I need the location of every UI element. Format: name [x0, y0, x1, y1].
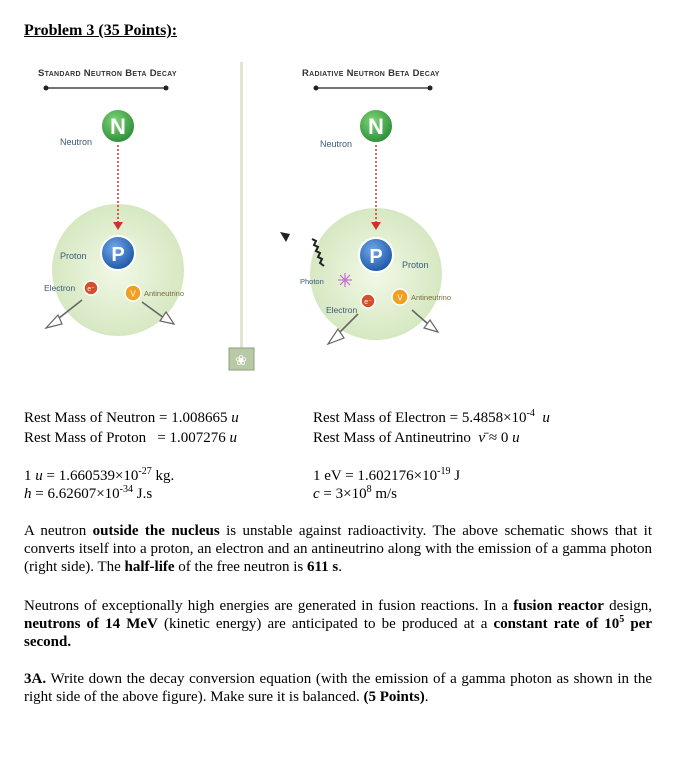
svg-text:N: N	[368, 114, 384, 139]
svg-text:N: N	[110, 114, 126, 139]
neutron-mass: Rest Mass of Neutron = 1.008665 u	[24, 410, 239, 426]
speed-of-light: $c = 3\times 10^8$ m/s	[313, 484, 398, 502]
svg-text:P: P	[369, 246, 383, 268]
svg-text:❀: ❀	[235, 352, 247, 368]
right-proton-label: Proton	[402, 260, 429, 270]
right-electron-label: Electron	[326, 305, 358, 315]
neutron-decay-paragraph: A neutron outside the nucleus is unstable against radioactivity. The above schematic shows that it converts itself into a proton, an electron and an antineutrino along with the emission of a gamma photon (right side). The half-life of the free neutron is 611 s.	[24, 523, 653, 575]
left-neutron-label: Neutron	[60, 137, 93, 147]
electron-mass: Rest Mass of Electron = $5.4858\times 10^{-4}$ u	[313, 408, 550, 426]
beta-decay-figure	[24, 56, 654, 378]
svg-text:P: P	[111, 244, 125, 266]
atomic-mass-unit: 1 $u = 1.660539\times 10^{-27}$ kg.	[24, 466, 175, 484]
proton-mass: Rest Mass of Proton = 1.007276 u	[24, 430, 238, 446]
antineutrino-mass: Rest Mass of Antineutrino ν̄ ≈ 0 u	[313, 430, 520, 446]
svg-text:e⁻: e⁻	[364, 299, 372, 306]
photon-burst	[338, 273, 352, 287]
question-3a: 3A. Write down the decay conversion equation (with the emission of a gamma photon as shown in the right side of the above figure). Make sure it is balanced. (5 Points).	[24, 671, 652, 705]
figure-divider	[240, 62, 243, 350]
left-panel-title: Standard Neutron Beta Decay	[38, 68, 177, 79]
right-photon-label: Photon	[300, 277, 324, 286]
fusion-reactor-paragraph: Neutrons of exceptionally high energies are generated in fusion reactions. In a fusion reactor design, neutrons of 14 MeV (kinetic energy) are anticipated to be produced at a constant rate of $10^5$ per second.	[24, 598, 652, 650]
left-proton-label: Proton	[60, 251, 87, 261]
electron-volt: 1 eV = $1.602176\times 10^{-19}$ J	[313, 466, 461, 484]
left-electron-label: Electron	[44, 283, 76, 293]
svg-text:V: V	[397, 293, 403, 303]
right-neutron-label: Neutron	[320, 139, 353, 149]
planck-constant: $h = 6.62607\times 10^{-34}$ J.s	[24, 484, 153, 502]
right-panel-title: Radiative Neutron Beta Decay	[302, 68, 440, 79]
problem-title: Problem 3 (35 Points):	[24, 22, 178, 39]
left-antineutrino-label: Antineutrino	[144, 289, 185, 298]
svg-text:e⁻: e⁻	[87, 286, 95, 293]
svg-text:V: V	[130, 289, 136, 299]
right-antineutrino-label: Antineutrino	[411, 293, 452, 302]
